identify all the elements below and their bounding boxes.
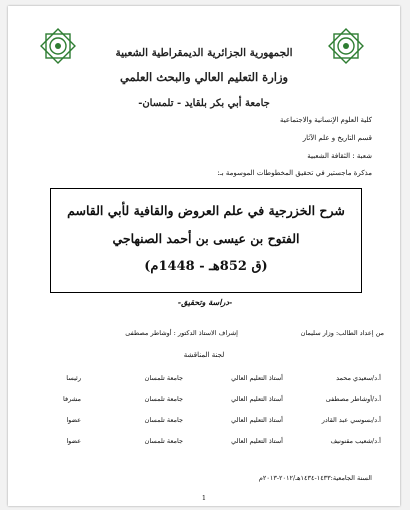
faculty-department: قسم التاريخ و علم الآثار xyxy=(302,134,372,142)
thesis-title-line-2: الفتوح بن عيسى بن أحمد الصنهاجي xyxy=(112,231,300,246)
table-row xyxy=(32,367,384,388)
jury-role: مشرفا xyxy=(63,394,81,403)
jury-table xyxy=(32,367,384,451)
page-number: 1 xyxy=(201,494,207,502)
jury-role: عضوا xyxy=(66,436,81,445)
jury-university: جامعة تلمسان xyxy=(144,394,183,403)
jury-name: أ.د/بسوسي عبد القادر xyxy=(321,415,381,424)
table-row xyxy=(32,409,384,430)
table-row xyxy=(32,430,384,451)
jury-name: أ.د/شعيب مقنونيف xyxy=(330,436,381,445)
jury-role: عضوا xyxy=(66,415,81,424)
header-ministry: وزارة التعليم العالي والبحث العلمي xyxy=(119,70,289,84)
jury-name: أ.د/أوشاطر مصطفى xyxy=(325,394,381,403)
supervisor-credit: إشراف الاستاذ الدكتور : أوشاطر مصطفى xyxy=(125,329,238,337)
faculty-college: كلية العلوم الإنسانية والاجتماعية xyxy=(280,116,372,124)
student-credit: من إعداد الطالب: وزار سليمان xyxy=(300,329,384,337)
thesis-title-box xyxy=(50,188,362,293)
jury-university: جامعة تلمسان xyxy=(144,436,183,445)
jury-rank: أستاذ التعليم العالي xyxy=(231,415,283,424)
thesis-title-line-3: (ق 852هـ - 1448م) xyxy=(144,259,268,274)
committee-label: لجنة المناقشة xyxy=(183,351,225,359)
jury-name: أ.د/سعيدي محمد xyxy=(336,373,381,382)
jury-university: جامعة تلمسان xyxy=(144,373,183,382)
academic-year: السنة الجامعية:١٤٣٣-١٤٣٤هـ/٢٠١٢-٢٠١٣م xyxy=(258,474,372,482)
thesis-title-line-1: شرح الخزرجية في علم العروض والقافية لأبي القاسم xyxy=(67,203,345,218)
study-label: -دراسة وتحقيق- xyxy=(177,297,233,307)
document-page xyxy=(8,6,400,506)
jury-university: جامعة تلمسان xyxy=(144,415,183,424)
header-republic: الجمهورية الجزائرية الديمقراطية الشعبية xyxy=(115,47,293,59)
thesis-intro: مذكرة ماجستير في تحقيق المخطوطات الموسومة بـ: xyxy=(217,169,372,177)
jury-rank: أستاذ التعليم العالي xyxy=(231,394,283,403)
jury-role: رئيسا xyxy=(66,373,81,382)
faculty-branch: شعبة : الثقافة الشعبية xyxy=(307,152,372,160)
header-university: جامعة أبي بكر بلقايد - تلمسان- xyxy=(138,98,270,109)
jury-rank: أستاذ التعليم العالي xyxy=(231,373,283,382)
jury-rank: أستاذ التعليم العالي xyxy=(231,436,283,445)
table-row xyxy=(32,388,384,409)
